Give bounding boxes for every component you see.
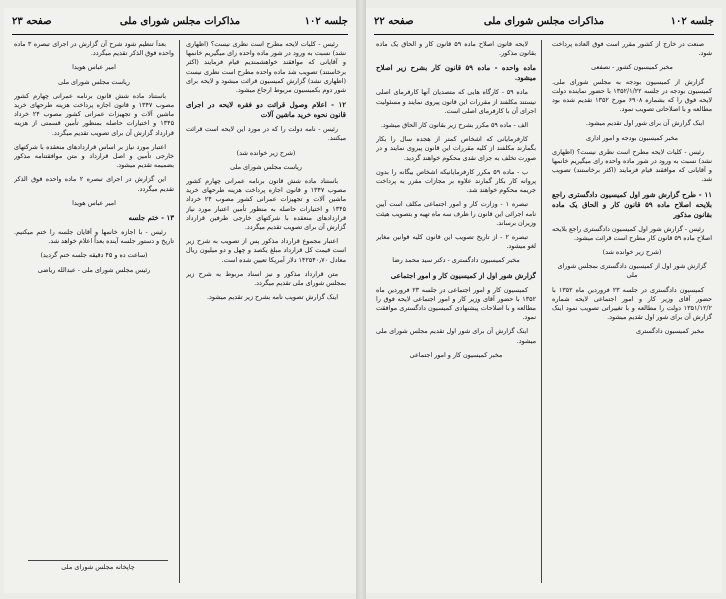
paragraph: مخبر کمیسیون دادگستری (635, 327, 704, 336)
paragraph: رئیس - با اجازه خانمها و آقایان جلسه را ختم میکنیم. تاریخ و دستور جلسه آینده بعداً اعلام خواهد شد. (14, 228, 174, 246)
right-page-header (374, 16, 714, 35)
paragraph: رئیس - نامه دولت را که در مورد این لایحه است قرائت میکنند. (186, 125, 346, 143)
paragraph: رئیس - کلیات لایحه مطرح است نظری نیست؟ (اظهاری نشد) نسبت به ورود در شور ماده واحده رای میگیریم خانمها و آقایانی که موافقند قیام فرمایند (اکثر برخاستند) تصویب شد. (552, 147, 712, 184)
left-page (4, 8, 356, 593)
paragraph: کمیسیون دادگستری در جلسه ۲۳ فروردین ماه ۱۳۵۲ با حضور آقای وزیر کار و امور اجتماعی لایحه شماره ۱۳۵۱/۱۲/۲ دولت را مطالعه و با تغییراتی تصویب نمود اینک گزارش آن برای شور اول تقدیم میشود. (552, 285, 712, 322)
left-page-left-column (14, 40, 174, 583)
paragraph: اینک گزارش آن برای شور اول تقدیم مجلس شورای ملی میشود. (376, 327, 536, 345)
left-page-right-column (186, 40, 346, 583)
paragraph: تبصره ۲ - از تاریخ تصویب این قانون کلیه قوانین مغایر لغو میشود. (376, 233, 536, 251)
right-page-body (376, 40, 712, 583)
right-page-left-column (376, 40, 536, 583)
centered-line: گزارش شور اول از کمیسیون دادگستری بمجلس شورای ملی (557, 262, 707, 280)
left-running-title: مذاکرات مجلس شورای ملی (119, 16, 241, 27)
paragraph: اعتبار مجموع قرارداد مذکور پس از تصویب به شرح زیر است قیمت کل قرارداد مبلغ یکصد و چهل و دو میلیون ریال معادل ۱۴۲۵۴۰٫۷۰ دلار آمریکا تعیین شده است. (186, 237, 346, 264)
paragraph: اعتبار مورد نیاز بر اساس قراردادهای منعقده با شرکتهای خارجی تأمین و اصل قرارداد و متن موافقتنامه مذکور بضمیمه تقدیم میشود. (14, 142, 174, 170)
centered-line: (شرح زیر خوانده شد) (602, 248, 662, 257)
printer-footer: چاپخانه مجلس شورای ملی (28, 560, 168, 571)
centered-line: امیر عباس هویدا (72, 63, 116, 72)
book-gutter (356, 0, 366, 599)
paragraph: باستناد ماده شش قانون برنامه عمرانی چهارم کشور مصوب ۱۳۴۷ و قانون اجازه پرداخت هزینه طرحهای خرید ماشین آلات و تجهیزات عمرانی کشور مصوب ۲۴ خرداد ۱۳۴۵ و اختیارات حاصله بمنظور تأمین قسمتی از هزینه قرارداد گزارش آن برای تصویب تقدیم میگردد. (14, 91, 174, 137)
paragraph: ماده ۵۹ - کارگاه هایی که متصدیان آنها کارفرمای اصلی نیستند مکلفند از مقررات این قانون پیروی نمایند و مسئولیت اجرای آن با کارفرمای اصلی است. (376, 88, 536, 115)
paragraph: اینک گزارش تصویب نامه بشرح زیر تقدیم میشود. (206, 293, 338, 302)
section-heading: ۱۳ - ختم جلسه (128, 213, 174, 223)
section-heading: ماده واحده - ماده ۵۹ قانون کار بشرح زیر اصلاح میشود. (376, 63, 536, 83)
paragraph: رئیس - گزارش شور اول کمیسیون دادگستری راجع بلایحه اصلاح ماده ۵۹ قانون کار مطرح است قرائت میشود. (552, 224, 712, 242)
paragraph: این گزارش در اجرای تبصره ۲ ماده واحده فوق الذکر تقدیم میگردد. (14, 175, 174, 193)
column-rule (541, 40, 542, 583)
left-page-body (14, 40, 346, 583)
column-rule (179, 40, 180, 583)
paragraph: لایحه قانون اصلاح ماده ۵۹ قانون کار و الحاق یک ماده بقانون مذکور. (376, 40, 536, 58)
paragraph: الف - ماده ۵۹ مکرر بشرح زیر بقانون کار الحاق میشود. (380, 121, 528, 130)
right-session-number: جلسه ۱۰۲ (670, 16, 714, 27)
section-heading: ۱۲ - اعلام وصول قرائت دو فقره لایحه در اجرای قانون نحوه خرید ماشین آلات (186, 100, 346, 120)
paragraph: کمیسیون کار و امور اجتماعی در جلسه ۲۳ فروردین ماه ۱۳۵۲ با حضور آقای وزیر کار و امور اجتماعی لایحه فوق را مطالعه و با اصلاحات پیشنهادی کمیسیون دادگستری موافقت نمود. (376, 285, 536, 322)
paragraph: باستناد ماده شش قانون برنامه عمرانی چهارم کشور مصوب ۱۳۴۷ و قانون اجازه پرداخت هزینه طرحهای خرید ماشین آلات و تجهیزات عمرانی کشور مصوب ۲۴ خرداد ۱۳۴۵ و اختیارات حاصله به منظور تأمین اعتبار مورد نیاز قراردادهای منعقده با شرکتهای خارجی طرفین قرارداد گزارش آن برای تصویب تقدیم میگردد. (186, 177, 346, 232)
paragraph: صنعت در خارج از کشور مقرر است فوق العاده پرداخت شود. (552, 40, 712, 58)
paragraph: گزارش از کمیسیون بودجه به مجلس شورای ملی. کمیسیون بودجه در جلسه ۱۳۵۲/۱/۲۲ با حضور نماینده دولت لایحه فوق را که بشماره ۶۹۰۸ مورخ ۱۳۵۲ تقدیم شده بود مطالعه و با اصلاحاتی تصویب نمود. (552, 77, 712, 114)
paragraph: متن قرارداد مذکور و نیز اسناد مربوط به شرح زیر بمجلس شورای ملی تقدیم میگردد. (186, 269, 346, 288)
centered-line: مخبر کمیسیون بودجه و امور اداری (586, 133, 678, 142)
left-page-header (12, 16, 348, 35)
centered-line: مخبر کمیسیون کار و امور اجتماعی (409, 350, 503, 359)
centered-line: امیر عباس هویدا (72, 198, 116, 207)
right-page (366, 8, 722, 593)
paragraph: بعداً تنظیم شود شرح آن گزارش در اجرای تبصره ۳ ماده واحده فوق الذکر تقدیم میگردد. (14, 40, 174, 58)
right-page-number: صفحه ۲۲ (374, 16, 414, 27)
section-heading: ۱۱ - طرح گزارش شور اول کمیسیون دادگستری راجع بلایحه اصلاح ماده ۵۹ قانون کار و الحاق یک ماده بقانون مذکور (552, 189, 712, 219)
right-running-title: مذاکرات مجلس شورای ملی (483, 16, 605, 27)
paragraph: رئیس - کلیات لایحه مطرح است نظری نیست؟ (اظهاری نشد) نسبت به ورود در شور ماده واحده رای میگیریم خانمها و آقایانی که موافقند خواهشمندیم قیام فرمایند (اکثر برخاستند) تصویب شد ماده واحده مطرح است نظری نیست (اظهاری نشد) گزارش کمیسیون قرائت میشود و لایحه برای شور دوم بکمیسیون مربوط ارجاع میشود. (186, 40, 346, 95)
left-page-number: صفحه ۲۳ (12, 16, 52, 27)
centered-line: رئیس مجلس شورای ملی - عبدالله ریاضی (37, 265, 151, 274)
right-page-right-column (552, 40, 712, 583)
paragraph: تبصره ۱ - وزارت کار و امور اجتماعی مکلف است آیین نامه اجرائی این قانون را ظرف سه ماه تهیه و بتصویب هیئت وزیران برساند. (376, 200, 536, 227)
centered-line: ریاست مجلس شورای ملی (230, 162, 302, 171)
centered-line: (ساعت ده و ۴۵ دقیقه جلسه ختم گردید) (40, 251, 148, 260)
section-heading: گزارش شور اول از کمیسیون کار و امور اجتماعی (390, 270, 536, 280)
centered-line: مخبر کمیسیون دادگستری - دکتر سید محمد رضا (392, 256, 520, 265)
paragraph: اینک گزارش آن برای شور اول تقدیم میشود. (585, 119, 704, 128)
centered-line: ریاست مجلس شورای ملی (58, 77, 130, 86)
centered-line: مخبر کمیسیون کشور - نصفعی (591, 63, 673, 72)
paragraph: کارفرمایانی که اشخاص کمتر از هجده سال را بکار بگمارند مکلفند از کلیه مقررات این قانون پیروی نمایند و در صورت تخلف به جزای نقدی محکوم خواهند گردید. (376, 135, 536, 162)
left-session-number: جلسه ۱۰۲ (304, 16, 348, 27)
centered-line: (شرح زیر خوانده شد) (236, 148, 296, 157)
paragraph: ب - ماده ۵۹ مکرر کارفرمایانیکه اشخاص بیگانه را بدون پروانه کار بکار گمارند علاوه بر مجازات مقرر به پرداخت جریمه محکوم خواهند شد. (376, 167, 536, 195)
